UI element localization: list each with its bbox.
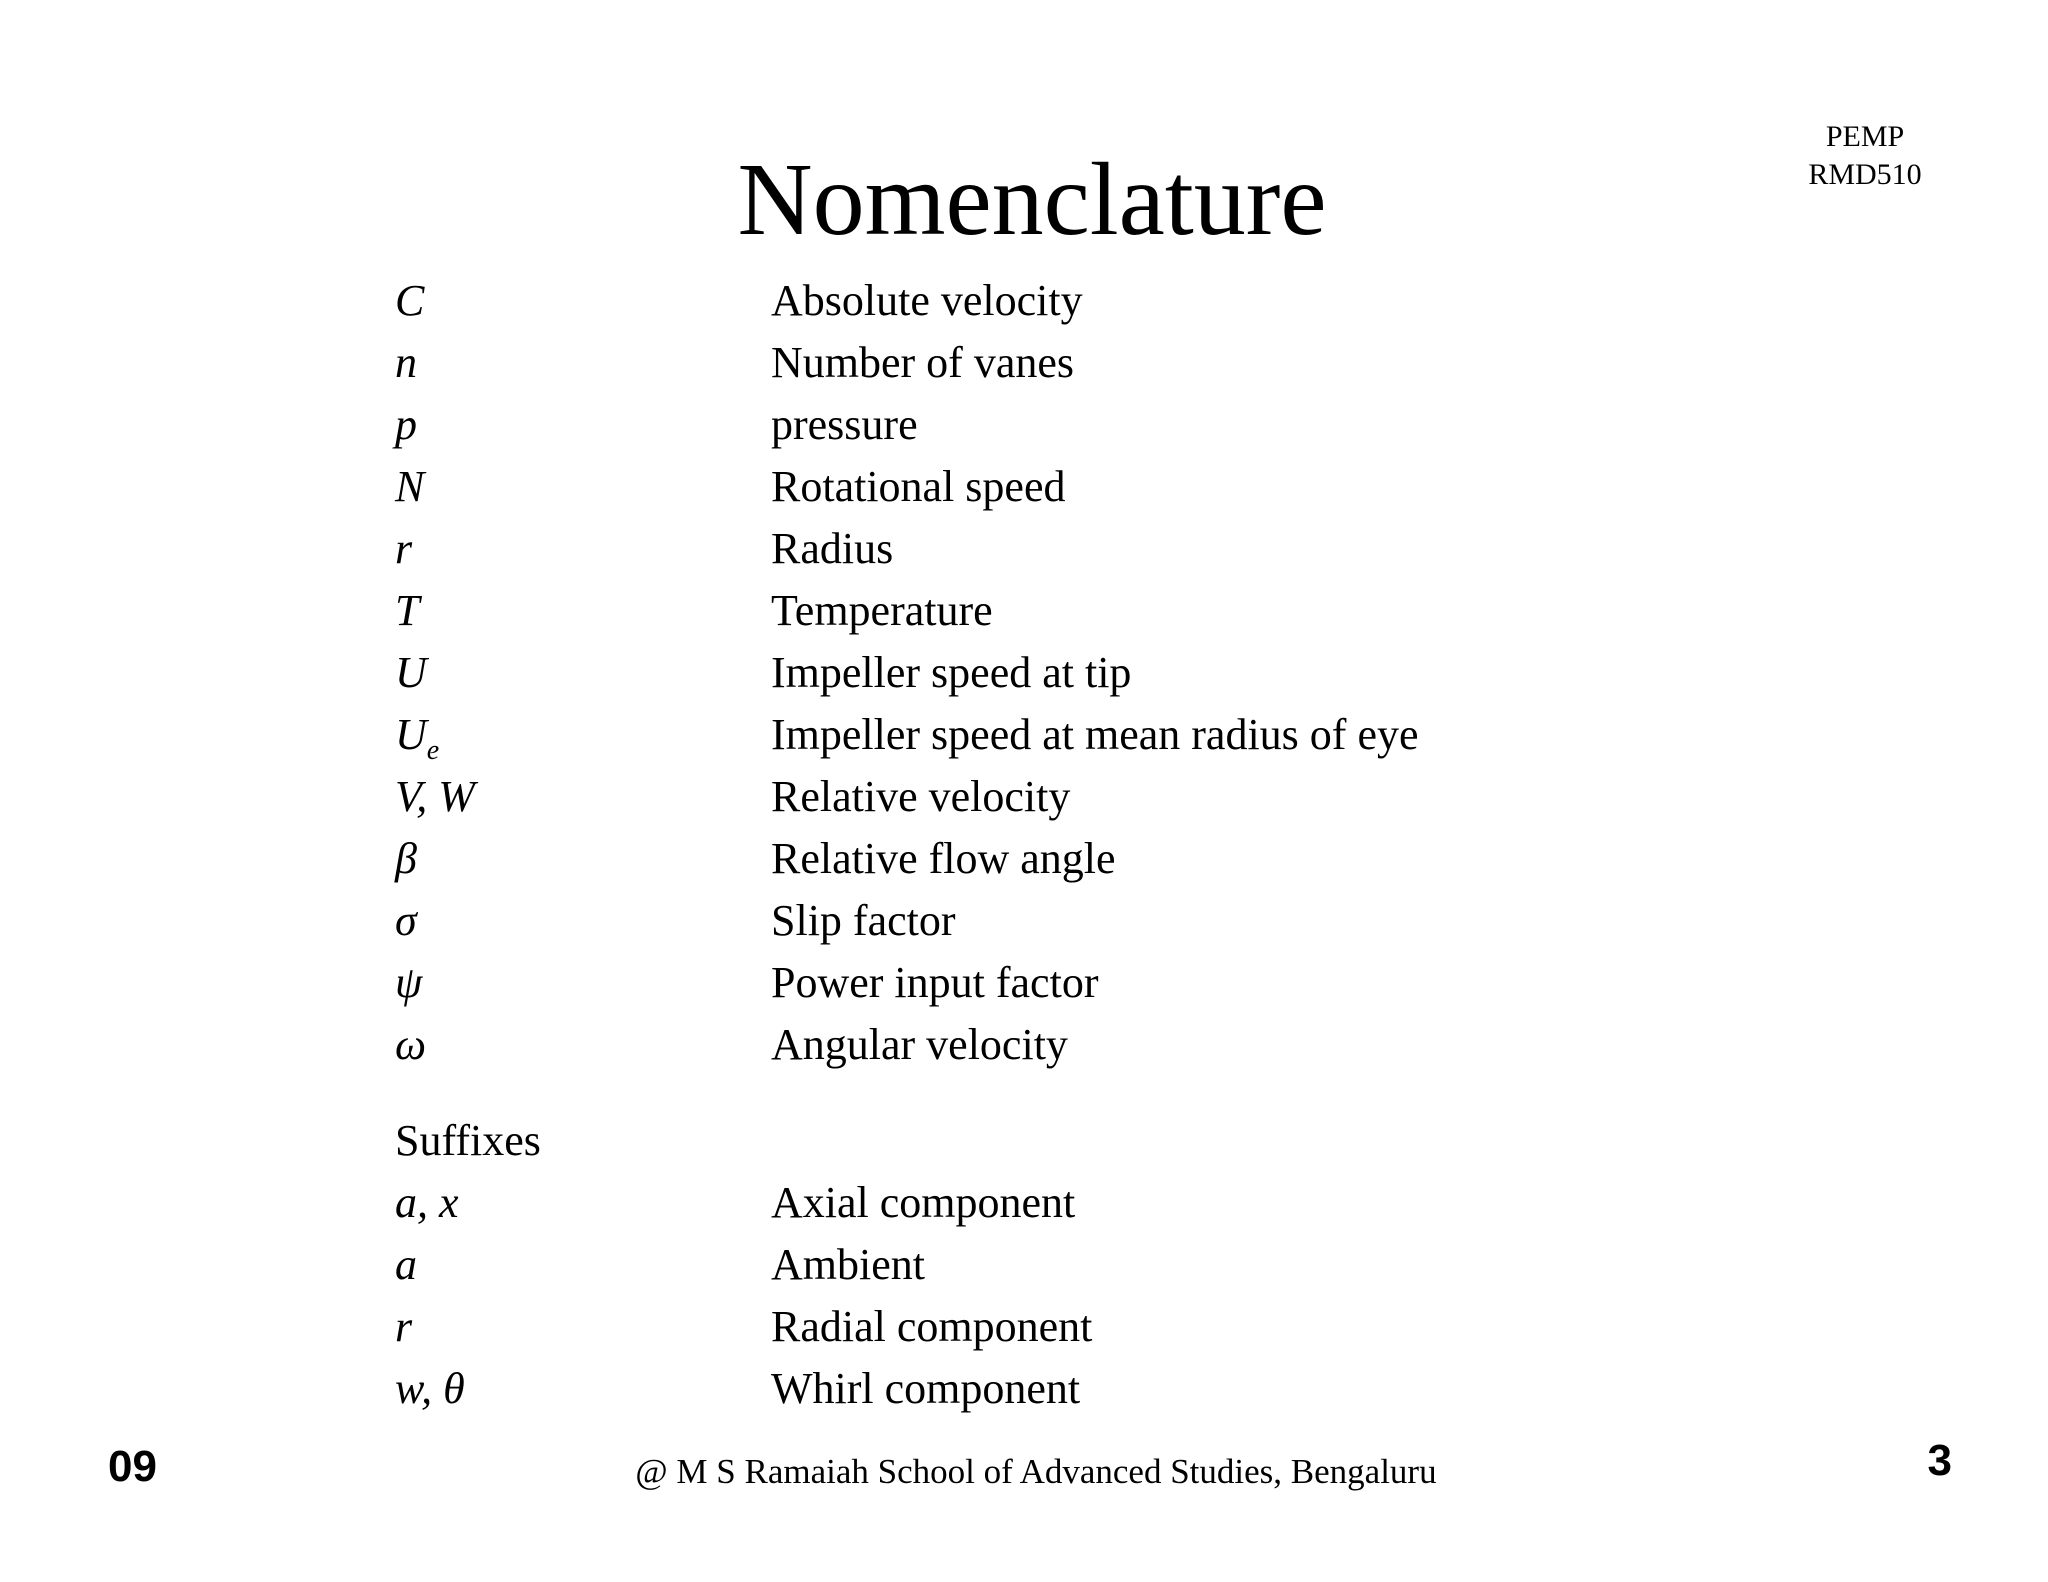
description: Radius xyxy=(771,524,894,573)
description: Slip factor xyxy=(771,896,956,945)
suffix-row xyxy=(395,1234,1695,1296)
symbol xyxy=(395,518,412,580)
symbol-text: N xyxy=(395,462,425,511)
symbol xyxy=(395,952,422,1014)
symbol xyxy=(395,704,439,766)
suffix-rows xyxy=(395,1172,1695,1420)
symbol-text: T xyxy=(395,586,420,635)
symbol xyxy=(395,828,417,890)
symbol-text: V, W xyxy=(395,772,475,821)
symbol-row xyxy=(395,580,1695,642)
suffixes-heading: Suffixes xyxy=(395,1116,541,1165)
symbol-text: a, x xyxy=(395,1178,459,1227)
description: Rotational speed xyxy=(771,462,1066,511)
description: Temperature xyxy=(771,586,993,635)
symbol xyxy=(395,642,427,704)
symbol xyxy=(395,580,419,642)
description: Relative flow angle xyxy=(771,834,1116,883)
course-code-line2: RMD510 xyxy=(1808,158,1922,191)
description: Whirl component xyxy=(771,1364,1081,1413)
symbol xyxy=(395,1172,459,1234)
course-code-line1: PEMP xyxy=(1825,120,1905,153)
symbol-row xyxy=(395,332,1695,394)
symbol xyxy=(395,394,417,456)
symbol-text: σ xyxy=(395,896,417,945)
description: pressure xyxy=(771,400,918,449)
symbol xyxy=(395,332,417,394)
suffix-row xyxy=(395,1358,1695,1420)
symbol xyxy=(395,890,417,952)
symbol xyxy=(395,766,475,828)
symbol-row xyxy=(395,828,1695,890)
symbol-text: w, θ xyxy=(395,1364,465,1413)
symbol xyxy=(395,1234,417,1296)
suffix-row xyxy=(395,1296,1695,1358)
symbol-text: r xyxy=(395,1302,413,1351)
symbol-text: n xyxy=(395,338,417,387)
symbol-subscript: e xyxy=(426,735,440,766)
description: Absolute velocity xyxy=(771,276,1083,325)
symbol-text: ψ xyxy=(395,958,423,1007)
description: Ambient xyxy=(771,1240,925,1289)
symbol-row xyxy=(395,642,1695,704)
symbol-text: U xyxy=(395,648,427,697)
symbol-text: ω xyxy=(395,1020,427,1069)
symbol xyxy=(395,1296,412,1358)
symbol xyxy=(395,1358,465,1420)
symbol-row xyxy=(395,704,1695,766)
description: Axial component xyxy=(771,1178,1076,1227)
symbol xyxy=(395,1014,426,1076)
symbol-row xyxy=(395,518,1695,580)
description: Power input factor xyxy=(771,958,1099,1007)
description: Radial component xyxy=(771,1302,1093,1351)
symbol-row xyxy=(395,766,1695,828)
symbol-text: U xyxy=(395,710,427,759)
footer-left-label: 09 xyxy=(108,1442,157,1491)
footer-copyright: @ M S Ramaiah School of Advanced Studies, Bengaluru xyxy=(635,1452,1437,1491)
symbol-row xyxy=(395,890,1695,952)
symbol-text: β xyxy=(395,834,417,883)
symbol-row xyxy=(395,1014,1695,1076)
description: Relative velocity xyxy=(771,772,1071,821)
symbol xyxy=(395,270,424,332)
symbol-row xyxy=(395,456,1695,518)
description: Impeller speed at mean radius of eye xyxy=(771,710,1419,759)
nomenclature-list xyxy=(395,270,1695,1420)
symbol-text: C xyxy=(395,276,425,325)
symbol-row xyxy=(395,952,1695,1014)
suffix-row xyxy=(395,1172,1695,1234)
page-number: 3 xyxy=(1927,1436,1952,1485)
symbol-text: p xyxy=(395,400,417,449)
description: Impeller speed at tip xyxy=(771,648,1132,697)
symbol-row xyxy=(395,394,1695,456)
symbol-text: a xyxy=(395,1240,417,1289)
symbol-text: r xyxy=(395,524,413,573)
page-title: Nomenclature xyxy=(737,142,1327,257)
description: Number of vanes xyxy=(771,338,1075,387)
symbol xyxy=(395,456,424,518)
description: Angular velocity xyxy=(771,1020,1068,1069)
symbol-rows xyxy=(395,270,1695,1076)
symbol-row xyxy=(395,270,1695,332)
